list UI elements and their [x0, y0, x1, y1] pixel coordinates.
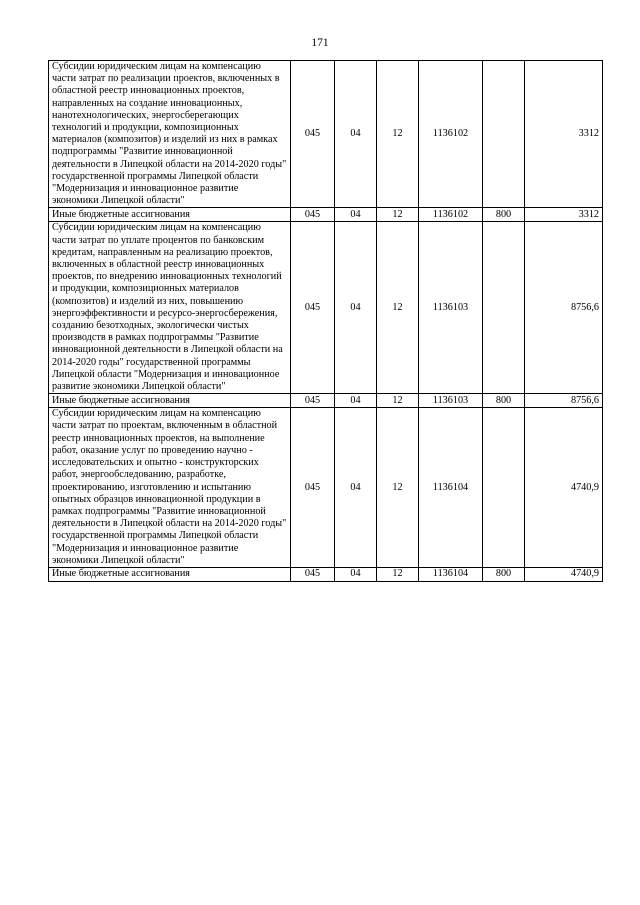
target-code: 1136104 [419, 567, 483, 581]
target-code: 1136103 [419, 394, 483, 408]
expense-type-code: 800 [483, 208, 525, 222]
amount: 8756,6 [525, 394, 603, 408]
subsection-code: 12 [377, 567, 419, 581]
row-description: Иные бюджетные ассигнования [49, 208, 291, 222]
target-code: 1136104 [419, 408, 483, 568]
ministry-code: 045 [291, 222, 335, 394]
amount: 4740,9 [525, 408, 603, 568]
expense-type-code [483, 408, 525, 568]
amount: 4740,9 [525, 567, 603, 581]
row-description: Иные бюджетные ассигнования [49, 394, 291, 408]
subsection-code: 12 [377, 408, 419, 568]
row-description: Иные бюджетные ассигнования [49, 567, 291, 581]
budget-table [48, 60, 603, 582]
amount: 8756,6 [525, 222, 603, 394]
subsection-code: 12 [377, 208, 419, 222]
row-description: Субсидии юридическим лицам на компенсацию части затрат по уплате процентов по банковским кредитам, направленным на реализацию проектов, включенных в областной реестр инновационных проектов, по внедрению инновационных технологий и продукции, композиционных материалов (композитов) и изделий из них, повышению энергоэффективности и ресурсо-энергосбережения, созданию безотходных, экологически чистых производств в рамках подпрограммы "Развитие инновационной деятельности в Липецкой области на 2014-2020 годы" государственной программы Липецкой области "Модернизация и инновационное развитие экономики Липецкой области" [49, 222, 291, 394]
expense-type-code: 800 [483, 394, 525, 408]
ministry-code: 045 [291, 394, 335, 408]
table-row [49, 394, 603, 408]
subsection-code: 12 [377, 61, 419, 208]
table-row [49, 208, 603, 222]
expense-type-code [483, 61, 525, 208]
amount: 3312 [525, 61, 603, 208]
target-code: 1136102 [419, 61, 483, 208]
amount: 3312 [525, 208, 603, 222]
ministry-code: 045 [291, 61, 335, 208]
page-number: 171 [311, 37, 329, 49]
section-code: 04 [335, 208, 377, 222]
row-description: Субсидии юридическим лицам на компенсацию части затрат по проектам, включенным в областной реестр инновационных проектов, на выполнение работ, оказание услуг по проведению научно - исследовательских и опытно - конструкторских работ, энергообследованию, разработке, проектированию, изготовлению и испытанию опытных образцов инновационной продукции в рамках подпрограммы "Развитие инновационной деятельности в Липецкой области на 2014-2020 годы" государственной программы Липецкой области "Модернизация и инновационное развитие экономики Липецкой области" [49, 408, 291, 568]
section-code: 04 [335, 61, 377, 208]
ministry-code: 045 [291, 408, 335, 568]
ministry-code: 045 [291, 567, 335, 581]
expense-type-code: 800 [483, 567, 525, 581]
section-code: 04 [335, 567, 377, 581]
target-code: 1136102 [419, 208, 483, 222]
target-code: 1136103 [419, 222, 483, 394]
section-code: 04 [335, 222, 377, 394]
section-code: 04 [335, 394, 377, 408]
subsection-code: 12 [377, 394, 419, 408]
subsection-code: 12 [377, 222, 419, 394]
ministry-code: 045 [291, 208, 335, 222]
table-row [49, 408, 603, 568]
table-row [49, 567, 603, 581]
table-row [49, 61, 603, 208]
expense-type-code [483, 222, 525, 394]
row-description: Субсидии юридическим лицам на компенсацию части затрат по реализации проектов, включенных в областной реестр инновационных проектов, направленных на создание инновационных, нанотехнологических, энергосберегающих технологий и продукции, композиционных материалов (композитов) и изделий из них в рамках подпрограммы "Развитие инновационной деятельности в Липецкой области на 2014-2020 годы" государственной программы Липецкой области "Модернизация и инновационное развитие экономики Липецкой области" [49, 61, 291, 208]
section-code: 04 [335, 408, 377, 568]
table-row [49, 222, 603, 394]
